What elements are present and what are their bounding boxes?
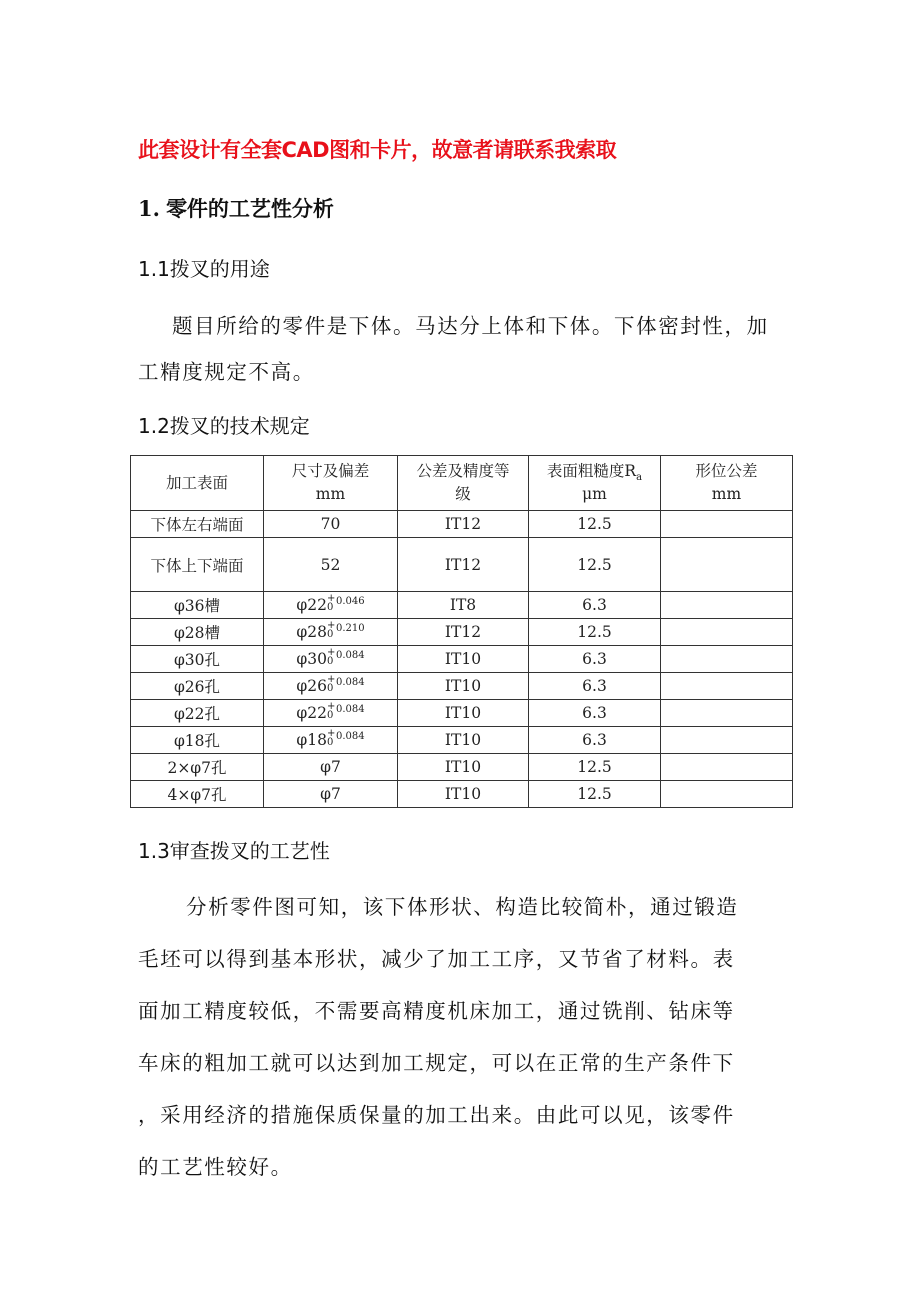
cell-tolerance: IT10: [398, 781, 529, 808]
cell-tolerance: IT10: [398, 700, 529, 727]
cell-tolerance: IT10: [398, 754, 529, 781]
cell-dimension: [264, 700, 398, 727]
cell-tolerance: IT12: [398, 511, 529, 538]
paragraph-line: 车床的粗加工就可以达到加工规定，可以在正常的生产条件下: [138, 1051, 735, 1075]
cell-surface: φ28槽: [131, 619, 264, 646]
cell-geometric: [661, 754, 793, 781]
cell-dimension: [264, 727, 398, 754]
cell-geometric: [661, 511, 793, 538]
cell-geometric: [661, 646, 793, 673]
cell-geometric: [661, 781, 793, 808]
cell-surface: φ36槽: [131, 592, 264, 619]
cell-surface: φ26孔: [131, 673, 264, 700]
subsection-heading-1-2: 1.2拨叉的技术规定: [138, 414, 310, 438]
table-row: [131, 511, 793, 538]
table-row: [131, 727, 793, 754]
upper-deviation: 0.084: [335, 703, 365, 715]
cell-geometric: [661, 727, 793, 754]
upper-deviation: 0.084: [335, 730, 365, 742]
section-number: 1.: [138, 196, 160, 221]
table-row: [131, 646, 793, 673]
cell-tolerance: IT12: [398, 538, 529, 592]
header-line: 级: [455, 485, 471, 503]
cell-surface: 下体上下端面: [131, 538, 264, 592]
section-heading-1: [138, 193, 334, 223]
cell-roughness: 12.5: [529, 511, 661, 538]
deviation-marks: + 0: [326, 701, 336, 721]
cell-dimension: [264, 619, 398, 646]
cell-roughness: 12.5: [529, 754, 661, 781]
cell-roughness: 6.3: [529, 592, 661, 619]
cell-roughness: 6.3: [529, 700, 661, 727]
header-geometric-tolerance: [661, 456, 793, 511]
deviation-marks: + 0: [326, 728, 336, 748]
cell-surface: 下体左右端面: [131, 511, 264, 538]
cell-roughness: 6.3: [529, 646, 661, 673]
cell-dimension: [264, 592, 398, 619]
cell-geometric: [661, 673, 793, 700]
deviation-marks: + 0: [326, 647, 336, 667]
cell-dimension: 70: [264, 511, 398, 538]
dim-base: φ22: [296, 704, 327, 722]
subsection-heading-1-1: 1.1拨叉的用途: [138, 257, 270, 281]
cell-surface: 2×φ7孔: [131, 754, 264, 781]
paragraph-line: 题目所给的零件是下体。马达分上体和下体。下体密封性，加: [172, 314, 769, 338]
header-line: 表面粗糙度R: [546, 462, 637, 480]
paragraph-line: 分析零件图可知，该下体形状、构造比较简朴，通过锻造: [186, 895, 739, 919]
paragraph-line: 毛坯可以得到基本形状，减少了加工工序，又节省了材料。表: [138, 947, 735, 971]
paragraph-line: 工精度规定不高。: [138, 360, 315, 384]
cell-surface: φ18孔: [131, 727, 264, 754]
header-surface: 加工表面: [131, 456, 264, 511]
header-line: 尺寸及偏差: [291, 462, 370, 480]
cell-dimension: [264, 646, 398, 673]
cell-tolerance: IT10: [398, 727, 529, 754]
deviation-marks: + 0: [326, 620, 336, 640]
table-row: [131, 700, 793, 727]
dim-base: φ26: [296, 677, 327, 695]
cell-roughness: 12.5: [529, 781, 661, 808]
header-line: 形位公差: [695, 462, 758, 480]
table-header-row: [131, 456, 793, 511]
cell-surface: φ30孔: [131, 646, 264, 673]
cell-dimension: 52: [264, 538, 398, 592]
cell-roughness: 12.5: [529, 619, 661, 646]
cell-dimension: [264, 673, 398, 700]
header-dimension: [264, 456, 398, 511]
header-unit: μm: [582, 485, 607, 503]
upper-deviation: 0.084: [335, 676, 365, 688]
subsection-heading-1-3: 1.3审查拨叉的工艺性: [138, 839, 330, 863]
contact-note: 此套设计有全套CAD图和卡片，故意者请联系我索取: [138, 138, 617, 162]
cell-geometric: [661, 619, 793, 646]
cell-roughness: 6.3: [529, 727, 661, 754]
dim-base: φ28: [296, 623, 327, 641]
paragraph-line: ，采用经济的措施保质保量的加工出来。由此可以见，该零件: [138, 1103, 735, 1127]
upper-deviation: 0.046: [335, 595, 365, 607]
cell-dimension: φ7: [264, 754, 398, 781]
dim-base: φ22: [296, 596, 327, 614]
deviation-marks: + 0: [326, 674, 336, 694]
header-subscript: a: [636, 472, 643, 484]
cell-roughness: 6.3: [529, 673, 661, 700]
table-row: [131, 592, 793, 619]
cell-dimension: φ7: [264, 781, 398, 808]
header-unit: mm: [315, 485, 346, 503]
cell-tolerance: IT8: [398, 592, 529, 619]
cell-tolerance: IT10: [398, 646, 529, 673]
table-row: [131, 781, 793, 808]
tech-spec-table: [130, 455, 793, 808]
header-tolerance: [398, 456, 529, 511]
table-row: [131, 619, 793, 646]
cell-tolerance: IT12: [398, 619, 529, 646]
table-row: [131, 754, 793, 781]
dim-base: φ30: [296, 650, 327, 668]
header-roughness: [529, 456, 661, 511]
cell-geometric: [661, 538, 793, 592]
section-title: 零件的工艺性分析: [165, 197, 334, 221]
upper-deviation: 0.084: [335, 649, 365, 661]
header-line: 公差及精度等: [416, 462, 510, 480]
cell-tolerance: IT10: [398, 673, 529, 700]
cell-geometric: [661, 700, 793, 727]
header-unit: mm: [711, 485, 742, 503]
deviation-marks: + 0: [326, 593, 336, 613]
cell-surface: 4×φ7孔: [131, 781, 264, 808]
cell-roughness: 12.5: [529, 538, 661, 592]
paragraph-line: 面加工精度较低，不需要高精度机床加工，通过铣削、钻床等: [138, 999, 735, 1023]
table-row: [131, 538, 793, 592]
dim-base: φ18: [296, 731, 327, 749]
paragraph-line: 的工艺性较好。: [138, 1155, 293, 1179]
upper-deviation: 0.210: [335, 622, 365, 634]
cell-surface: φ22孔: [131, 700, 264, 727]
cell-geometric: [661, 592, 793, 619]
table-row: [131, 673, 793, 700]
